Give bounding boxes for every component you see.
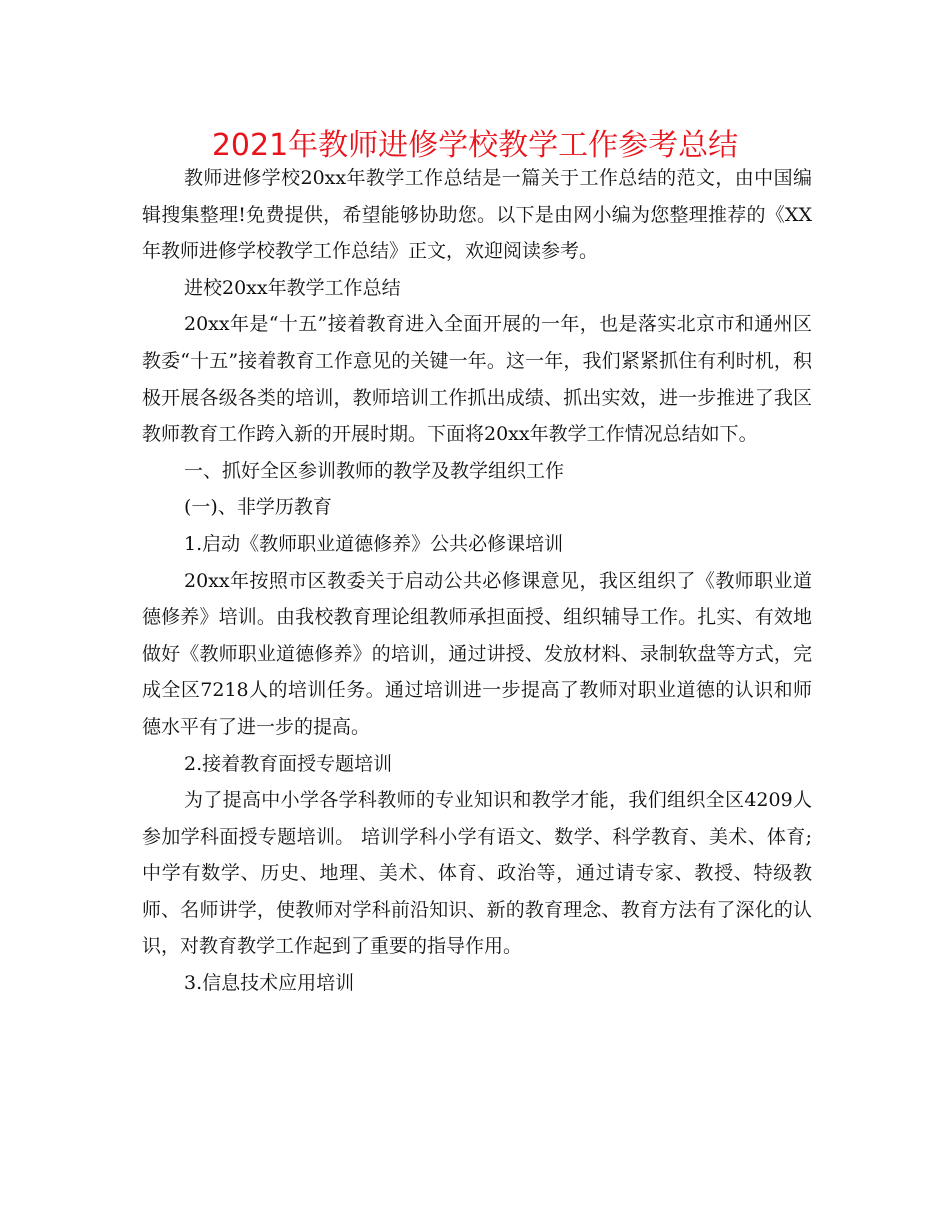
document-body bbox=[142, 160, 812, 1002]
item-heading-3: 3.信息技术应用培训 bbox=[184, 972, 355, 995]
document-title: 2021年教师进修学校教学工作参考总结 bbox=[211, 128, 739, 163]
paragraph-intro: 教师进修学校20xx年教学工作总结是一篇关于工作总结的范文，由中国编辑搜集整理!免费提供，希望能够协助您。以下是由网小编为您整理推荐的《XX年教师进修学校教学工作总结》正文，欢迎阅读参考。 bbox=[142, 167, 812, 263]
item-heading-1: 1.启动《教师职业道德修养》公共必修课培训 bbox=[184, 532, 564, 555]
paragraph-overview: 20xx年是“十五”接着教育进入全面开展的一年，也是落实北京市和通州区教委“十五”接着教育工作意见的关键一年。这一年，我们紧紧抓住有利时机，积极开展各级各类的培训，教师培训工作抓出成绩、抓出实效，进一步推进了我区教师教育工作跨入新的开展时期。下面将20xx年教学工作情况总结如下。 bbox=[142, 313, 812, 446]
section-heading-1: 一、抓好全区参训教师的教学及教学组织工作 bbox=[184, 459, 565, 482]
paragraph-subtitle: 进校20xx年教学工作总结 bbox=[184, 276, 401, 299]
subsection-heading-1: (一)、非学历教育 bbox=[184, 496, 332, 519]
paragraph-item-2: 为了提高中小学各学科教师的专业知识和教学才能，我们组织全区4209人参加学科面授专题培训。 培训学科小学有语文、数学、科学教育、美术、体育;中学有数学、历史、地理、美术、体育、政治等，通过请专家、教授、特级教师、名师讲学，使教师对学科前沿知识、新的教育理念、教育方法有了深化的认识，对教育教学工作起到了重要的指导作用。 bbox=[142, 789, 812, 958]
item-heading-2: 2.接着教育面授专题培训 bbox=[184, 752, 393, 775]
paragraph-item-1: 20xx年按照市区教委关于启动公共必修课意见，我区组织了《教师职业道德修养》培训。由我校教育理论组教师承担面授、组织辅导工作。扎实、有效地做好《教师职业道德修养》的培训，通过讲授、发放材料、录制软盘等方式，完成全区7218人的培训任务。通过培训进一步提高了教师对职业道德的认识和师德水平有了进一步的提高。 bbox=[142, 569, 812, 738]
